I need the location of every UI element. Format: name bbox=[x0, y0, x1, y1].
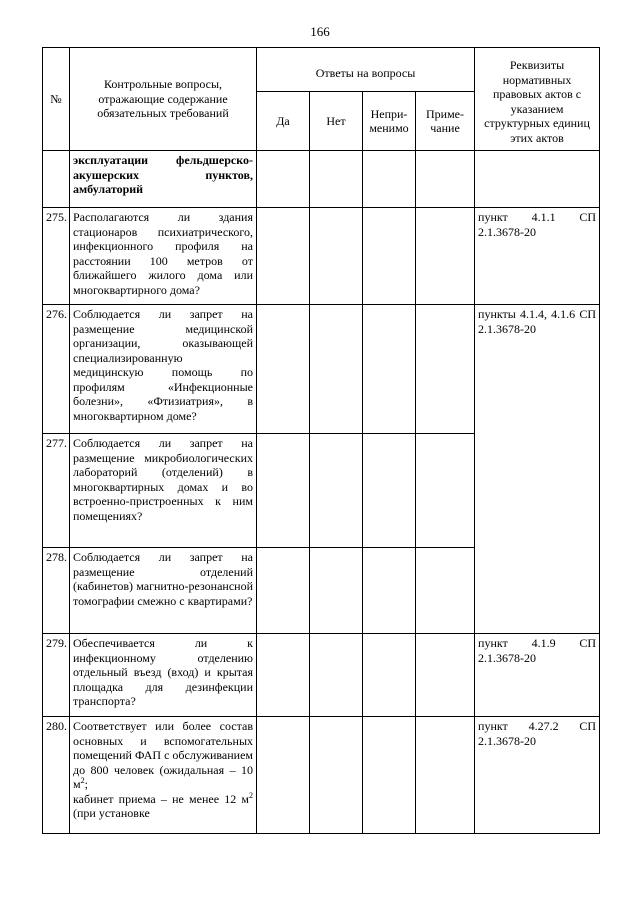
yes-cell bbox=[257, 434, 310, 548]
row-number: 277. bbox=[43, 434, 70, 548]
no-cell bbox=[310, 717, 363, 834]
question-text: Обеспечивается ли к инфекционному отделению отдельный въезд (вход) и крытая площадка для дезинфекции транспорта? bbox=[70, 634, 257, 717]
note-cell bbox=[416, 151, 475, 208]
yes-cell bbox=[257, 548, 310, 634]
na-cell bbox=[363, 151, 416, 208]
note-cell bbox=[416, 434, 475, 548]
requisite-ref: пункт 4.1.1 СП 2.1.3678-20 bbox=[475, 208, 600, 305]
header-answers: Ответы на вопросы bbox=[257, 48, 475, 92]
question-text: Соблюдается ли запрет на размещение медицинской организации, оказывающей специализированную медицинскую помощь по профилям «Инфекционные болезни», «Фтизиатрия», в многоквартирном доме? bbox=[70, 305, 257, 434]
row-number: 278. bbox=[43, 548, 70, 634]
yes-cell bbox=[257, 305, 310, 434]
na-cell bbox=[363, 208, 416, 305]
no-cell bbox=[310, 434, 363, 548]
yes-cell bbox=[257, 634, 310, 717]
ref-cell bbox=[475, 151, 600, 208]
header-row-top bbox=[43, 48, 600, 92]
no-cell bbox=[310, 548, 363, 634]
na-cell bbox=[363, 305, 416, 434]
requisite-ref: пункты 4.1.4, 4.1.6 СП 2.1.3678-20 bbox=[475, 305, 600, 634]
yes-cell bbox=[257, 208, 310, 305]
no-cell bbox=[310, 151, 363, 208]
note-cell bbox=[416, 548, 475, 634]
note-cell bbox=[416, 305, 475, 434]
table-row bbox=[43, 634, 600, 717]
no-cell bbox=[310, 305, 363, 434]
header-not-applicable: Непри- менимо bbox=[363, 92, 416, 151]
table-row bbox=[43, 208, 600, 305]
requisite-ref: пункт 4.27.2 СП 2.1.3678-20 bbox=[475, 717, 600, 834]
num-cell bbox=[43, 151, 70, 208]
header-requisites: Реквизиты нормативных правовых актов с указанием структурных единиц этих актов bbox=[475, 48, 600, 151]
question-text: Соблюдается ли запрет на размещение микробиологических лабораторий (отделений) в многоквартирных домах и во встроенно-пристроенных к ним помещениях? bbox=[70, 434, 257, 548]
row-number: 280. bbox=[43, 717, 70, 834]
header-no: Нет bbox=[310, 92, 363, 151]
page-number: 166 bbox=[310, 24, 330, 39]
requisite-ref: пункт 4.1.9 СП 2.1.3678-20 bbox=[475, 634, 600, 717]
note-cell bbox=[416, 208, 475, 305]
row-number: 279. bbox=[43, 634, 70, 717]
table-row bbox=[43, 305, 600, 434]
checklist-table bbox=[42, 47, 600, 834]
continuation-text: эксплуатации фельдшерско-акушерских пунктов, амбулаторий bbox=[70, 151, 257, 208]
na-cell bbox=[363, 717, 416, 834]
header-questions: Контрольные вопросы, отражающие содержание обязательных требований bbox=[70, 48, 257, 151]
table-row bbox=[43, 717, 600, 834]
note-cell bbox=[416, 634, 475, 717]
header-note: Приме- чание bbox=[416, 92, 475, 151]
na-cell bbox=[363, 548, 416, 634]
row-number: 276. bbox=[43, 305, 70, 434]
note-cell bbox=[416, 717, 475, 834]
na-cell bbox=[363, 634, 416, 717]
no-cell bbox=[310, 208, 363, 305]
na-cell bbox=[363, 434, 416, 548]
yes-cell bbox=[257, 717, 310, 834]
row-number: 275. bbox=[43, 208, 70, 305]
yes-cell bbox=[257, 151, 310, 208]
question-text: Соблюдается ли запрет на размещение отделений (кабинетов) магнитно-резонансной томографии смежно с квартирами? bbox=[70, 548, 257, 634]
table-row bbox=[43, 151, 600, 208]
header-yes: Да bbox=[257, 92, 310, 151]
no-cell bbox=[310, 634, 363, 717]
question-text: Соответствует или более состав основных и вспомогательных помещений ФАП с обслуживанием до 800 человек (ожидальная – 10 $м^2$; кабинет приема – не менее 12 $м^2$ (при установке bbox=[70, 717, 257, 834]
header-num: № bbox=[43, 48, 70, 151]
question-text: Располагаются ли здания стационаров психиатрического, инфекционного профиля на расстоянии 100 метров от ближайшего жилого дома или многоквартирного дома? bbox=[70, 208, 257, 305]
